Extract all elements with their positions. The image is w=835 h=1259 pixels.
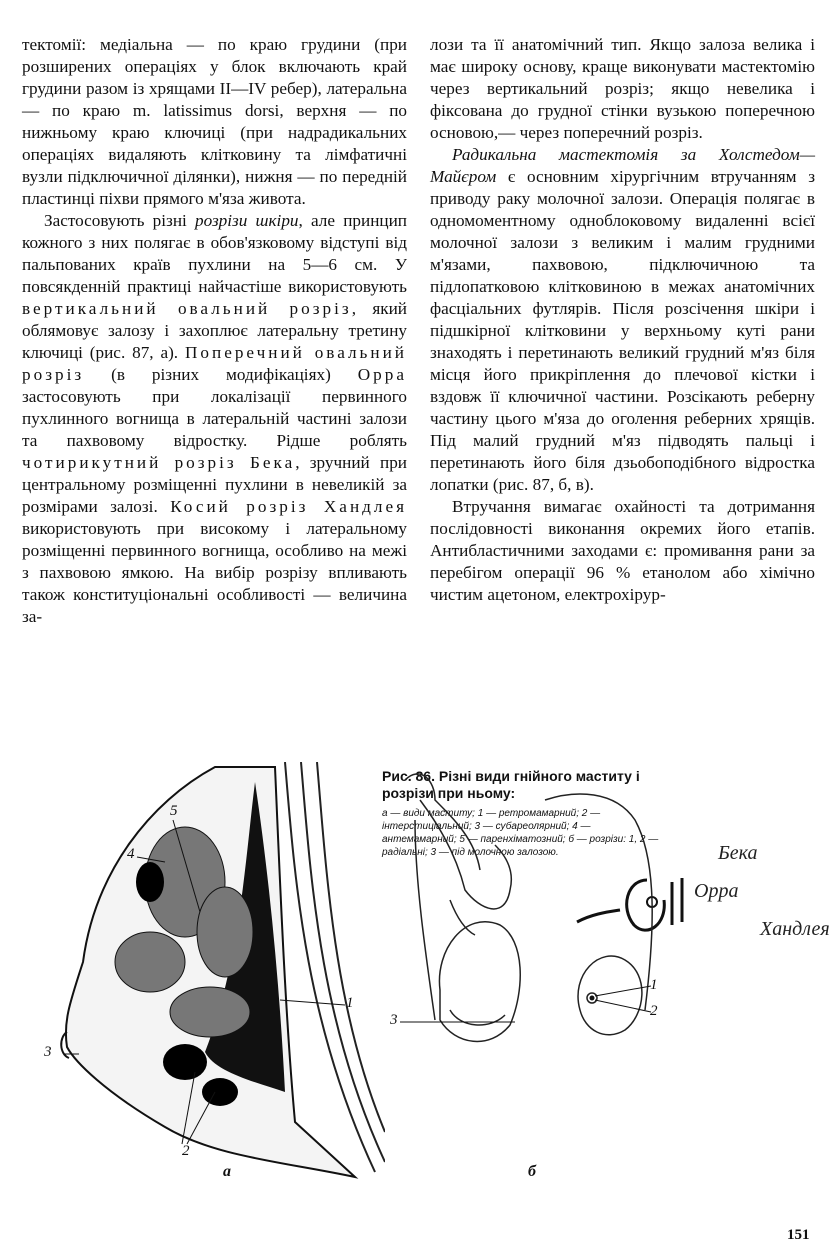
text-run: , але принцип кожного з них полягає в обов'язковому відступі від пальпованих країв пухлини на 5—6 см. У повсякденній практиці найчастіше використовують <box>22 211 407 296</box>
text-run: (в різних модифікаціях) <box>84 365 358 384</box>
label-a-4: 4 <box>127 846 135 862</box>
paragraph <box>22 210 407 628</box>
text-run: розрізи шкіри <box>195 211 299 230</box>
text-run: Застосовують різні <box>44 211 196 230</box>
figure-b-illustration <box>395 760 675 1170</box>
figure-a-illustration <box>55 762 385 1182</box>
text-run: застосовують при локалізації первинного пухлинного вогнища в латеральній частині залози та пахвовому відростку. Рідше роблять <box>22 387 407 450</box>
label-a-1: 1 <box>346 995 354 1011</box>
left-text-column <box>22 34 407 628</box>
panel-a-label: а <box>223 1163 231 1180</box>
text-run: Косий розріз Хандлея <box>170 497 407 516</box>
text-run: , зручний при центральному розміщенні пухлини в невеликій за розмірами залозі. <box>22 453 408 516</box>
page-number: 151 <box>787 1227 810 1243</box>
text-run: Поперечний овальний розріз <box>22 343 407 384</box>
text-run: Орра <box>357 365 407 384</box>
text-run: чотирикутний розріз Бека <box>22 453 296 472</box>
label-b-1: 1 <box>650 977 658 993</box>
text-run: використовують при високому і латеральному розміщенні первинного вогнища, особливо на межі з пахвовою ямкою. На вибір розрізу впливають також конституціональні особливості — величина за- <box>22 519 407 626</box>
paragraph: Втручання вимагає охайності та дотримання послідовності виконання окремих його етапів. Антибластичними заходами є: промивання рани за перебігом операції 96 % етанолом або хімічно чистим ацетоном, електрохірур- <box>430 497 815 604</box>
label-a-5: 5 <box>170 803 178 819</box>
paragraph: лози та її анатомічний тип. Якщо залоза велика і має широку основу, краще виконувати мастектомію через вертикальний розріз; якщо невелика і фіксована до грудної стінки вузькою поперечною основою,— через поперечний розріз. <box>430 35 815 142</box>
handwritten-handlea: Хандлея <box>760 918 830 940</box>
label-a-2: 2 <box>182 1143 190 1159</box>
panel-b-label: б <box>528 1163 536 1180</box>
paragraph: тектомії: медіальна — по краю грудини (при розширених операціях у блок включають край грудини разом із хрящами II—IV ребер), латеральна — по краю m. latissimus dorsi, верхня — по нижньому краю ключиці (при надрадикальних операціях видаляють клітковину та лімфатичні вузли підключичної ділянки), нижня — по передній пластинці піхви прямого м'яза живота. <box>22 35 407 208</box>
caption-body: а — види маститу; 1 — ретромамарний; 2 — інтерстиціальний; 3 — субареолярний; 4 — антемамарний; 5 — паренхіматозний; б — розрізи: 1, 2 — радіальні; 3 — під молочною залозою. <box>382 808 659 858</box>
label-b-3: 3 <box>390 1012 398 1028</box>
paragraph <box>430 144 815 496</box>
handwritten-beka: Бека <box>718 842 758 864</box>
label-b-2: 2 <box>650 1003 658 1019</box>
caption-title: Рис. 86. Різні види гнійного маститу і розрізи при ньому: <box>382 768 640 801</box>
label-a-3: 3 <box>44 1044 52 1060</box>
right-text-column <box>430 34 815 606</box>
text-run: Радикальна мастектомія за Холстедом—Майєром <box>430 145 815 186</box>
text-run: , який облямовує залозу і захоплює латеральну третину ключиці (рис. 87, а). <box>22 299 407 362</box>
text-run: є основним хірургічним втручанням з приводу раку молочної залози. Операція полягає в одномоментному одноблоковому видаленні всієї молочної залози з великим і малим грудними м'язами, пахвовою, підключичною та підлопатковою клітковиною в межах анатомічних фасціальних футлярів. Після розсічення шкіри і підшкірної клітковини у верхньому куті рани знаходять і перетинають великий грудний м'яз біля місця його прикріплення до плечової кістки і вздовж її ключичної частини. Розсікають реберну частину цього м'яза до оголення реберних хрящів. Під малий грудний м'яз підводять пальці і перетинають його біля дзьобоподібного відростка лопатки (рис. 87, б, в). <box>430 167 815 494</box>
handwritten-orra: Орра <box>694 880 739 902</box>
text-run: вертикальний овальний розріз <box>22 299 352 318</box>
